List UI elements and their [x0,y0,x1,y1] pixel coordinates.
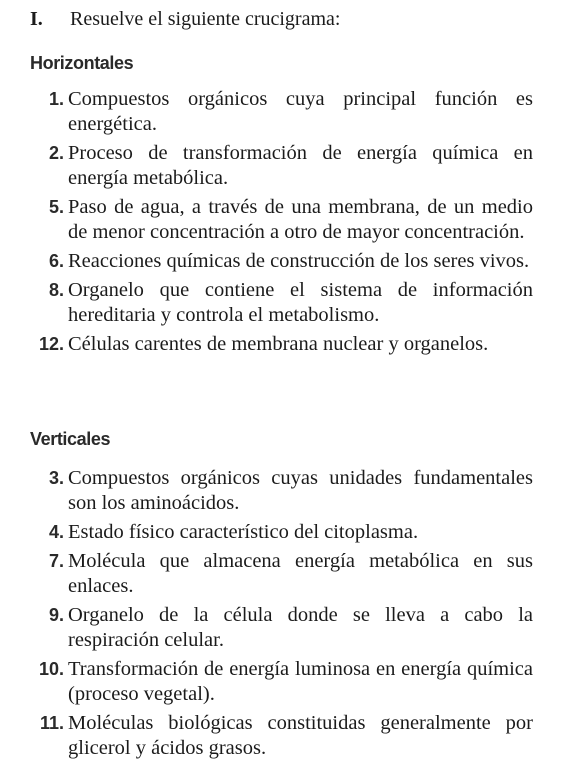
clue-item [0,332,563,357]
clue-item [0,195,563,245]
section-title-verticales: Verticales [30,429,111,449]
clue-number: 3. [48,468,64,488]
clue-text: Moléculas biológicas constituidas generalmente por glicerol y ácidos grasos. [68,712,533,759]
clue-number: 7. [48,551,64,571]
clue-text: Organelo que contiene el sistema de información hereditaria y controla el metabolismo. [68,279,533,326]
clue-item [0,141,563,191]
clue-number: 8. [48,280,64,300]
clue-text: Proceso de transformación de energía química en energía metabólica. [68,142,533,189]
clue-item [0,249,563,274]
clue-item [0,657,563,707]
clue-item [0,278,563,328]
clue-number: 11. [39,713,64,733]
clue-text: Reacciones químicas de construcción de los seres vivos. [68,250,530,272]
clue-item [0,711,563,761]
clue-text: Organelo de la célula donde se lleva a cabo la respiración celular. [68,604,533,651]
exercise-instruction: Resuelve el siguiente crucigrama: [70,8,341,30]
clue-text: Estado físico característico del citoplasma. [68,521,419,543]
clue-text: Molécula que almacena energía metabólica en sus enlaces. [68,550,533,597]
clue-number: 10. [38,659,64,679]
clue-item [0,466,563,516]
clue-item [0,87,563,137]
clue-text: Compuestos orgánicos cuyas unidades fundamentales son los aminoácidos. [68,467,533,514]
clue-number: 6. [48,251,64,271]
exercise-heading [30,6,340,32]
clue-number: 1. [48,89,64,109]
clue-text: Compuestos orgánicos cuya principal función es energética. [68,88,533,135]
clue-number: 5. [48,197,64,217]
clue-text: Transformación de energía luminosa en energía química (proceso vegetal). [68,658,533,705]
clue-item [0,549,563,599]
clue-item [0,520,563,545]
clue-list-horizontales [0,87,563,361]
exercise-number: I. [30,8,43,30]
clue-number: 12. [38,334,64,354]
section-title-horizontales: Horizontales [30,53,134,73]
clue-item [0,603,563,653]
clue-list-verticales [0,466,563,765]
clue-text: Paso de agua, a través de una membrana, de un medio de menor concentración a otro de mayor concentración. [68,196,533,243]
clue-number: 4. [48,522,64,542]
clue-text: Células carentes de membrana nuclear y organelos. [68,333,489,355]
clue-number: 9. [48,605,64,625]
clue-number: 2. [48,143,64,163]
